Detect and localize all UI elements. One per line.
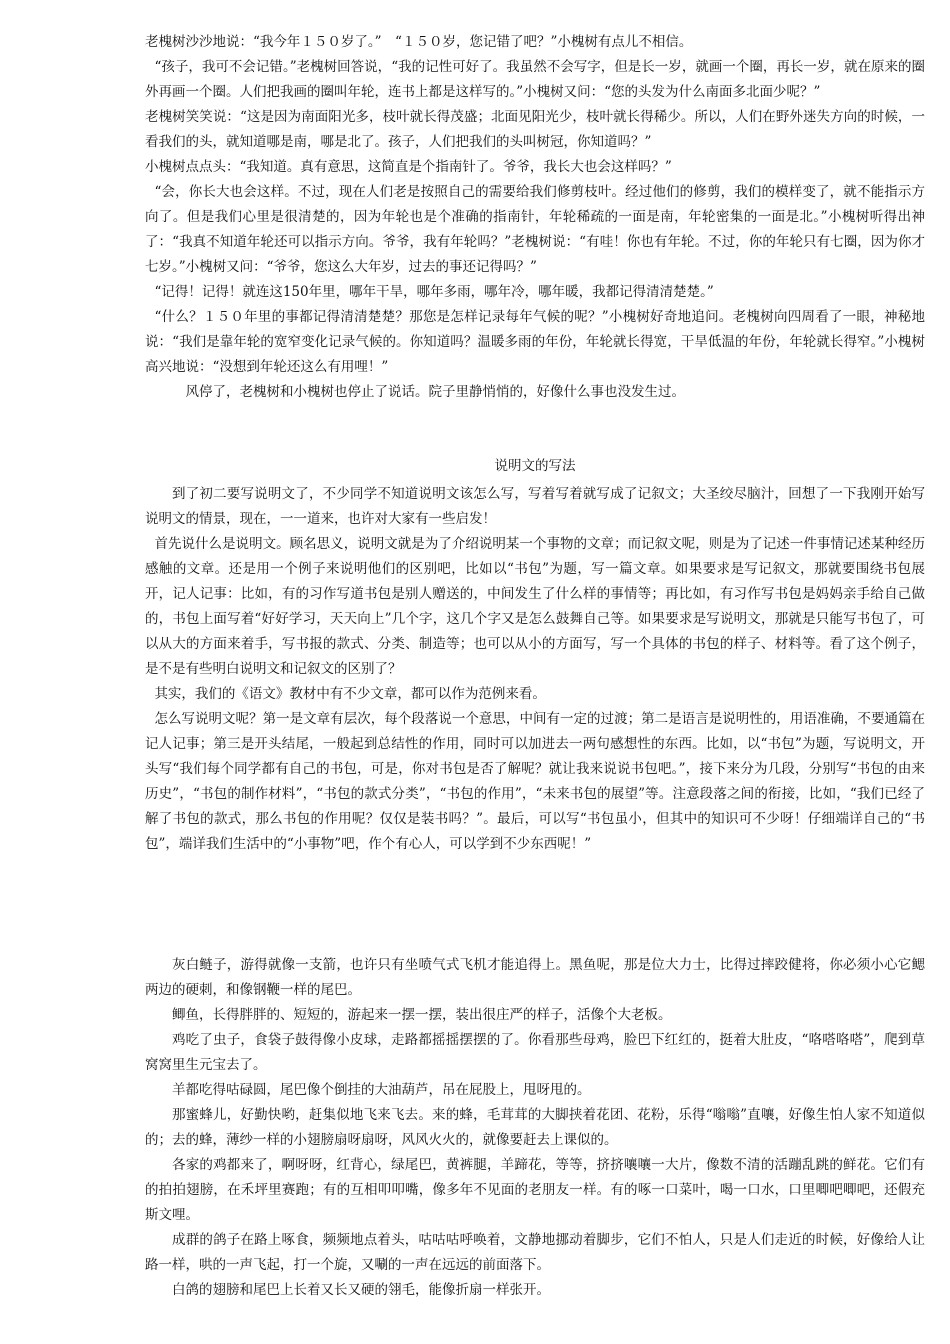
paragraph: 灰白鲢子，游得就像一支箭，也许只有坐喷气式飞机才能追得上。黑鱼呢，那是位大力士，比得过摔跤健将，你必须小心它鳃两边的硬刺，和像钢鞭一样的尾巴。 <box>145 957 925 998</box>
paragraph: 那蜜蜂儿，好勤快哟，赶集似地飞来飞去。来的蜂，毛茸茸的大脚挟着花团、花粉，乐得“嗡嗡”直嚷，好像生怕人家不知道似的；去的蜂，薄纱一样的小翅膀扇呀扇呀，风风火火的，就像要赶去上课似的。 <box>145 1107 925 1148</box>
paragraph: “会，你长大也会这样。不过，现在人们老是按照自己的需要给我们修剪枝叶。经过他们的修剪，我们的模样变了，就不能指示方向了。但是我们心里是很清楚的，因为年轮也是个准确的指南针，年轮稀疏的一面是南，年轮密集的一面是北。”小槐树听得出神了：“我真不知道年轮还可以指示方向。爷爷，我有年轮吗？”老槐树说：“有哇！你也有年轮。不过，你的年轮只有七圈，因为你才七岁。”小槐树又问：“爷爷，您这么大年岁，过去的事还记得吗？” <box>145 184 925 275</box>
paragraph: 首先说什么是说明文。顾名思义，说明文就是为了介绍说明某一个事物的文章；而记叙文呢，则是为了记述一件事情记述某种经历感触的文章。还是用一个例子来说明他们的区别吧，比如以“书包”为题，写一篇文章。如果要求是写记叙文，那就要围绕书包展开，记人记事：比如，有的习作写道书包是别人赠送的，中间发生了什么样的事情等；再比如，有习作写书包是妈妈亲手给自己做的，书包上面写着“好好学习，天天向上”几个字，这几个字又是怎么鼓舞自己等。如果要求是写说明文，那就是只能写书包了，可以从大的方面来着手，写书报的款式、分类、制造等；也可以从小的方面写，写一个具体的书包的样子、材料等。看了这个例子，是不是有些明白说明文和记叙文的区别了？ <box>145 536 925 677</box>
paragraph: 风停了，老槐树和小槐树也停止了说话。院子里静悄悄的，好像什么事也没发生过。 <box>185 384 685 400</box>
paragraph: 老槐树笑笑说：“这是因为南面阳光多，枝叶就长得茂盛；北面见阳光少，枝叶就长得稀少。所以，人们在野外迷失方向的时候，一看我们的头，就知道哪是南，哪是北了。孩子，人们把我们的头叫树冠，你知道吗？” <box>145 109 925 150</box>
paragraph: 各家的鸡都来了，啊呀呀，红背心，绿尾巴，黄裤腿，羊蹄花，等等，挤挤嚷嚷一大片，像数不清的活蹦乱跳的鲜花。它们有的拍拍翅膀，在禾坪里赛跑；有的互相叩叩嘴，像多年不见面的老朋友一样。有的啄一口菜叶，喝一口水，口里唧吧唧吧，还假充斯文哩。 <box>145 1157 925 1223</box>
paragraph: 鲫鱼，长得胖胖的、短短的，游起来一摆一摆，装出很庄严的样子，活像个大老板。 <box>172 1007 672 1023</box>
paragraph: 怎么写说明文呢？第一是文章有层次，每个段落说一个意思，中间有一定的过渡；第二是语言是说明性的，用语准确，不要通篇在记人记事；第三是开头结尾，一般起到总结性的作用，同时可以加进去一两句感想性的东西。比如，以“书包”为题，写说明文，开头写“我们每个同学都有自己的书包，可是，你对书包是否了解呢？就让我来说说书包吧。”，接下来分为几段，分别写“书包的由来历史”，“书包的制作材料”，“书包的款式分类”，“书包的作用”，“未来书包的展望”等。注意段落之间的衔接，比如，“我们已经了解了书包的款式，那么书包的作用呢？仅仅是装书吗？”。最后，可以写“书包虽小，但其中的知识可不少呀！仔细端详自己的“书包”，端详我们生活中的“小事物”吧，作个有心人，可以学到不少东西呢！” <box>145 711 925 852</box>
paragraph: 成群的鸽子在路上啄食，频频地点着头，咕咕咕呼唤着，文静地挪动着脚步，它们不怕人，只是人们走近的时候，好像给人让路一样，哄的一声飞起，打一个旋，又唰的一声在远远的前面落下。 <box>145 1232 925 1273</box>
section-title: 说明文的写法 <box>494 458 576 474</box>
description-section <box>145 953 925 1303</box>
paragraph: 羊都吃得咕碌圆，尾巴像个倒挂的大油葫芦，吊在屁股上，甩呀甩的。 <box>172 1082 591 1098</box>
paragraph: 到了初二要写说明文了，不少同学不知道说明文该怎么写，写着写着就写成了记叙文；大圣绞尽脑汁，回想了一下我刚开始写说明文的情景，现在，一一道来，也许对大家有一些启发！ <box>145 486 925 527</box>
paragraph: 小槐树点点头：“我知道。真有意思，这简直是个指南针了。爷爷，我长大也会这样吗？” <box>145 159 672 175</box>
story-section <box>145 30 925 405</box>
paragraph: “什么？１５０年里的事都记得清清楚楚？那您是怎样记录每年气候的呢？”小槐树好奇地追问。老槐树向四周看了一眼，神秘地说：“我们是靠年轮的宽窄变化记录气候的。你知道吗？温暖多雨的年份，年轮就长得宽，干旱低温的年份，年轮就长得窄。”小槐树高兴地说：“没想到年轮还这么有用哩！” <box>145 309 925 375</box>
paragraph: “孩子，我可不会记错。”老槐树回答说，“我的记性可好了。我虽然不会写字，但是长一岁，就画一个圈，再长一岁，就在原来的圈外再画一个圈。人们把我画的圈叫年轮，连书上都是这样写的。”小槐树又问：“您的头发为什么南面多北面少呢？” <box>145 59 925 100</box>
paragraph: 其实，我们的《语文》教材中有不少文章，都可以作为范例来看。 <box>154 686 546 702</box>
paragraph: 老槐树沙沙地说：“我今年１５０岁了。” “１５０岁，您记错了吧？”小槐树有点儿不相信。 <box>145 34 693 50</box>
paragraph: 白鸽的翅膀和尾巴上长着又长又硬的翎毛，能像折扇一样张开。 <box>172 1282 550 1298</box>
paragraph: “记得！记得！就连这150年里，哪年干旱，哪年多雨，哪年冷，哪年暖，我都记得清清楚楚。” <box>154 284 714 300</box>
essay-section <box>145 454 925 857</box>
paragraph: 鸡吃了虫子，食袋子鼓得像小皮球，走路都摇摇摆摆的了。你看那些母鸡，脸巴下红红的，挺着大肚皮，“咯嗒咯嗒”，爬到草窝窝里生元宝去了。 <box>145 1032 925 1073</box>
